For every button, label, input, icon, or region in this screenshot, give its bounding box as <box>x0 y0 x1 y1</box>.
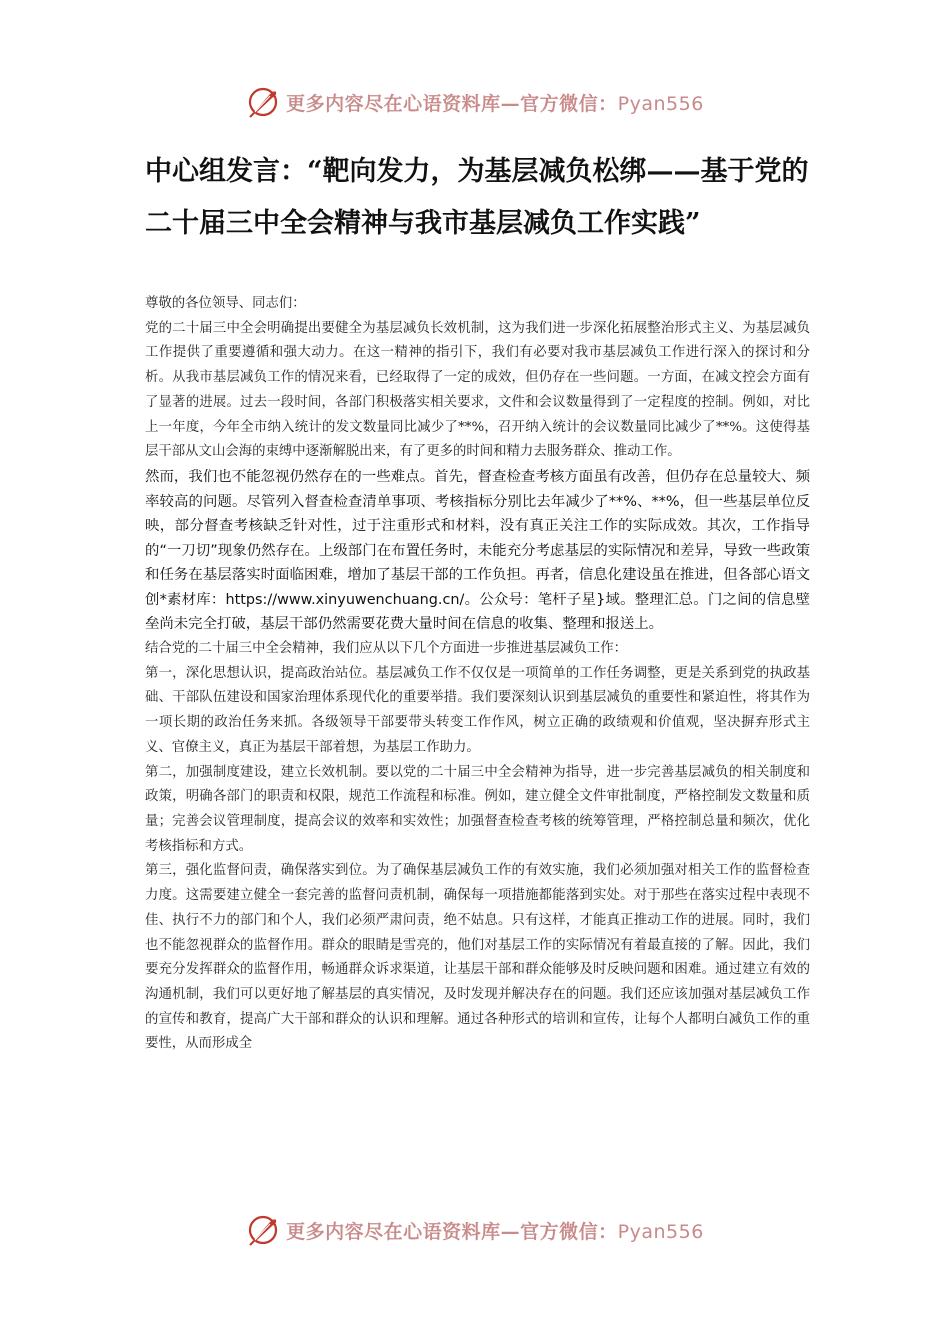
paragraph-difficulties: 然而，我们也不能忽视仍然存在的一些难点。首先，督查检查考核方面虽有改善，但仍存在总量较大、频率较高的问题。尽管列入督查检查清单事项、考核指标分别比去年减少了**%、**%，但一些基层单位反映，部分督查考核缺乏针对性，过于注重形式和材料，没有真正关注工作的实际成效。其次，工作指导的“一刀切”现象仍然存在。上级部门在布置任务时，未能充分考虑基层的实际情况和差异，导致一些政策和任务在基层落实时面临困难，增加了基层干部的工作负担。再者，信息化建设虽在推进，但各部心语文创*素材库：https://www.xinyuwenchuang.cn/。公众号：笔杆子星}域。整理汇总。门之间的信息壁垒尚未完全打破，基层干部仍然需要花费大量时间在信息的收集、整理和报送上。 <box>145 468 810 633</box>
footer-banner-text: 更多内容尽在心语资料库—官方微信：Pyan556 <box>286 1220 704 1243</box>
paragraph-point-1: 第一，深化思想认识，提高政治站位。基层减负工作不仅仅是一项简单的工作任务调整，更是关系到党的执政基础、干部队伍建设和国家治理体系现代化的重要举措。我们要深刻认识到基层减负的重要性和紧迫性，将其作为一项长期的政治任务来抓。各级领导干部要带头转变工作作风，树立正确的政绩观和价值观，坚决摒弃形式主义、官僚主义，真正为基层干部着想，为基层工作助力。 <box>145 665 810 755</box>
header-banner-contact: Pyan556 <box>617 92 704 115</box>
paragraph-point-2: 第二，加强制度建设，建立长效机制。要以党的二十届三中全会精神为指导，进一步完善基层减负的相关制度和政策，明确各部门的职责和权限，规范工作流程和标准。例如，建立健全文件审批制度，严格控制发文数量和质量；完善会议管理制度，提高会议的效率和实效性；加强督查检查考核的统筹管理，严格控制总量和频次，优化考核指标和方式。 <box>145 764 810 854</box>
footer-banner-contact: Pyan556 <box>617 1220 704 1243</box>
paragraph-transition: 结合党的二十届三中全会精神，我们应从以下几个方面进一步推进基层减负工作： <box>145 641 628 657</box>
quill-pen-logo-icon <box>246 85 280 119</box>
paragraph-point-3: 第三，强化监督问责，确保落实到位。为了确保基层减负工作的有效实施，我们必须加强对相关工作的监督检查力度。这需要建立健全一套完善的监督问责机制，确保每一项措施都能落到实处。对于那些在落实过程中表现不佳、执行不力的部门和个人，我们必须严肃问责，绝不姑息。只有这样，才能真正推动工作的进展。同时，我们也不能忽视群众的监督作用。群众的眼睛是雪亮的，他们对基层工作的实际情况有着最直接的了解。因此，我们要充分发挥群众的监督作用，畅通群众诉求渠道，让基层干部和群众能够及时反映问题和困难。通过建立有效的沟通机制，我们可以更好地了解基层的真实情况，及时发现并解决存在的问题。我们还应该加强对基层减负工作的宣传和教育，提高广大干部和群众的认识和理解。通过各种形式的培训和宣传，让每个人都明白减负工作的重要性，从而形成全 <box>145 863 810 1052</box>
header-banner <box>0 80 950 124</box>
header-banner-text: 更多内容尽在心语资料库—官方微信：Pyan556 <box>286 92 704 115</box>
footer-banner <box>0 1208 950 1252</box>
quill-pen-logo-icon <box>246 1213 280 1247</box>
document-body <box>145 292 810 1057</box>
document-title: 中心组发言：“靶向发力，为基层减负松绑——基于党的二十届三中全会精神与我市基层减负工作实践” <box>145 156 809 239</box>
paragraph-intro: 党的二十届三中全会明确提出要健全为基层减负长效机制，这为我们进一步深化拓展整治形式主义、为基层减负工作提供了重要遵循和强大动力。在这一精神的指引下，我们有必要对我市基层减负工作进行深入的探讨和分析。从我市基层减负工作的情况来看，已经取得了一定的成效，但仍存在一些问题。一方面，在减文控会方面有了显著的进展。过去一段时间，各部门积极落实相关要求，文件和会议数量得到了一定程度的控制。例如，对比上一年度，今年全市纳入统计的发文数量同比减少了**%，召开纳入统计的会议数量同比减少了**%。这使得基层干部从文山会海的束缚中逐渐解脱出来，有了更多的时间和精力去服务群众、推动工作。 <box>145 320 810 460</box>
salutation: 尊敬的各位领导、同志们： <box>145 296 306 311</box>
